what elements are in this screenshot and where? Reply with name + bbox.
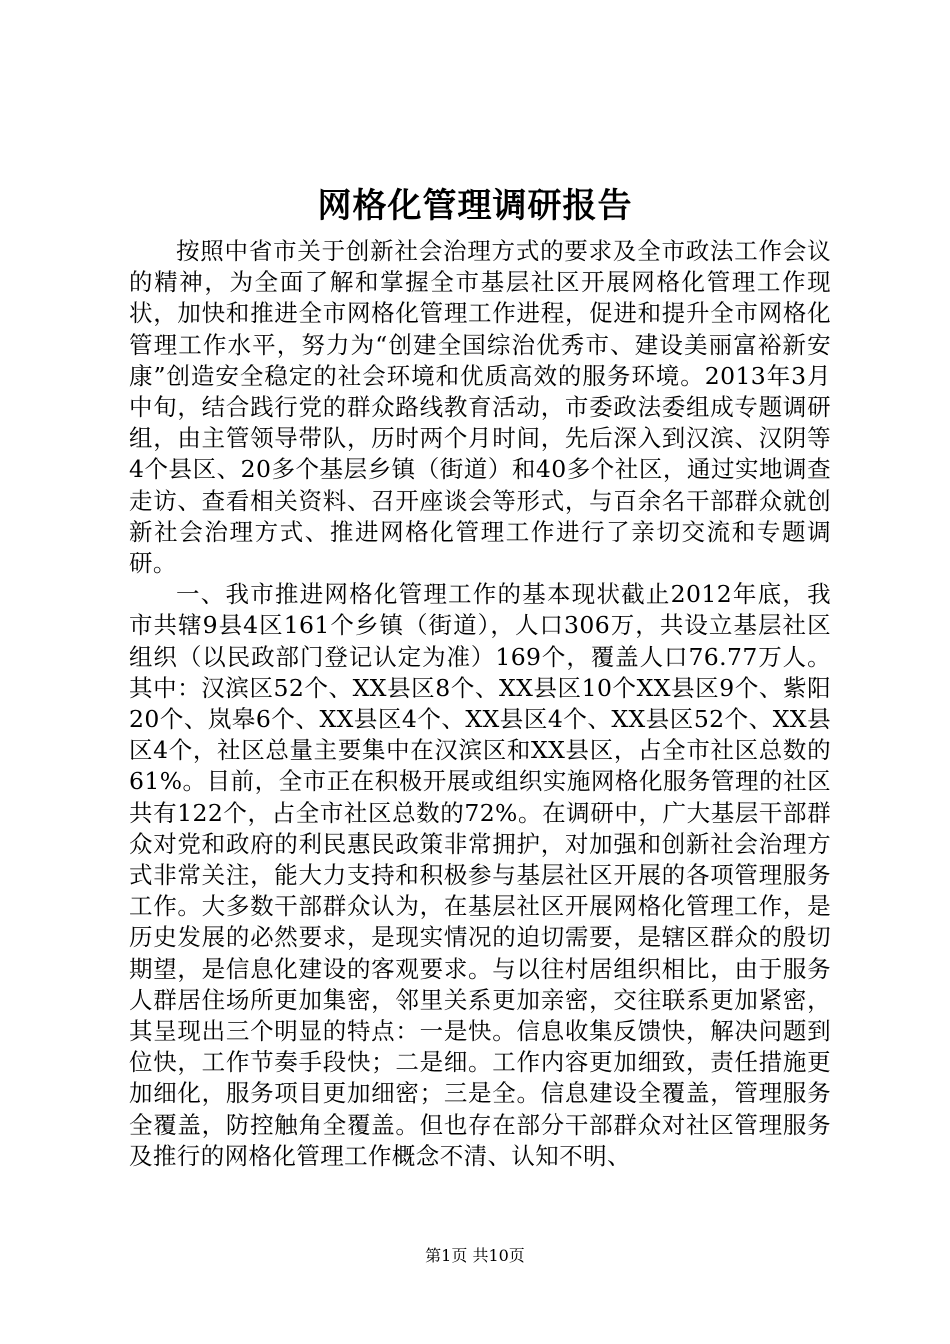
paragraph-section-one: 一、我市推进网格化管理工作的基本现状截止2012年底，我市共辖9县4区161个乡镇（街道），人口306万，共设立基层社区组织（以民政部门登记认定为准）169个，覆盖人口76.77万人。其中：汉滨区52个、XX县区8个、XX县区10个XX县区9个、紫阳20个、岚皋6个、XX县区4个、XX县区4个、XX县区52个、XX县区4个，社区总量主要集中在汉滨区和XX县区，占全市社区总数的61%。目前，全市正在积极开展或组织实施网格化服务管理的社区共有122个，占全市社区总数的72%。在调研中，广大基层干部群众对党和政府的利民惠民政策非常拥护，对加强和创新社会治理方式非常关注，能大力支持和积极参与基层社区开展的各项管理服务工作。大多数干部群众认为，在基层社区开展网格化管理工作，是历史发展的必然要求，是现实情况的迫切需要，是辖区群众的殷切期望，是信息化建设的客观要求。与以往村居组织相比，由于服务人群居住场所更加集密，邻里关系更加亲密，交往联系更加紧密，其呈现出三个明显的特点：一是快。信息收集反馈快，解决问题到位快，工作节奏手段快；二是细。工作内容更加细致，责任措施更加细化，服务项目更加细密；三是全。信息建设全覆盖，管理服务全覆盖，防控触角全覆盖。但也存在部分干部群众对社区管理服务及推行的网格化管理工作概念不清、认知不明、 (129, 580, 831, 1170)
paragraph-intro: 按照中省市关于创新社会治理方式的要求及全市政法工作会议的精神，为全面了解和掌握全市基层社区开展网格化管理工作现状，加快和推进全市网格化管理工作进程，促进和提升全市网格化管理工作水平，努力为“创建全国综治优秀市、建设美丽富裕新安康”创造安全稳定的社会环境和优质高效的服务环境。2013年3月中旬，结合践行党的群众路线教育活动，市委政法委组成专题调研组，由主管领导带队，历时两个月时间，先后深入到汉滨、汉阴等4个县区、20多个基层乡镇（街道）和40多个社区，通过实地调查走访、查看相关资料、召开座谈会等形式，与百余名干部群众就创新社会治理方式、推进网格化管理工作进行了亲切交流和专题调研。 (129, 237, 831, 578)
document-body (129, 236, 831, 1172)
page-footer: 第1页 共10页 (425, 1246, 525, 1265)
document-title: 网格化管理调研报告 (317, 186, 633, 226)
